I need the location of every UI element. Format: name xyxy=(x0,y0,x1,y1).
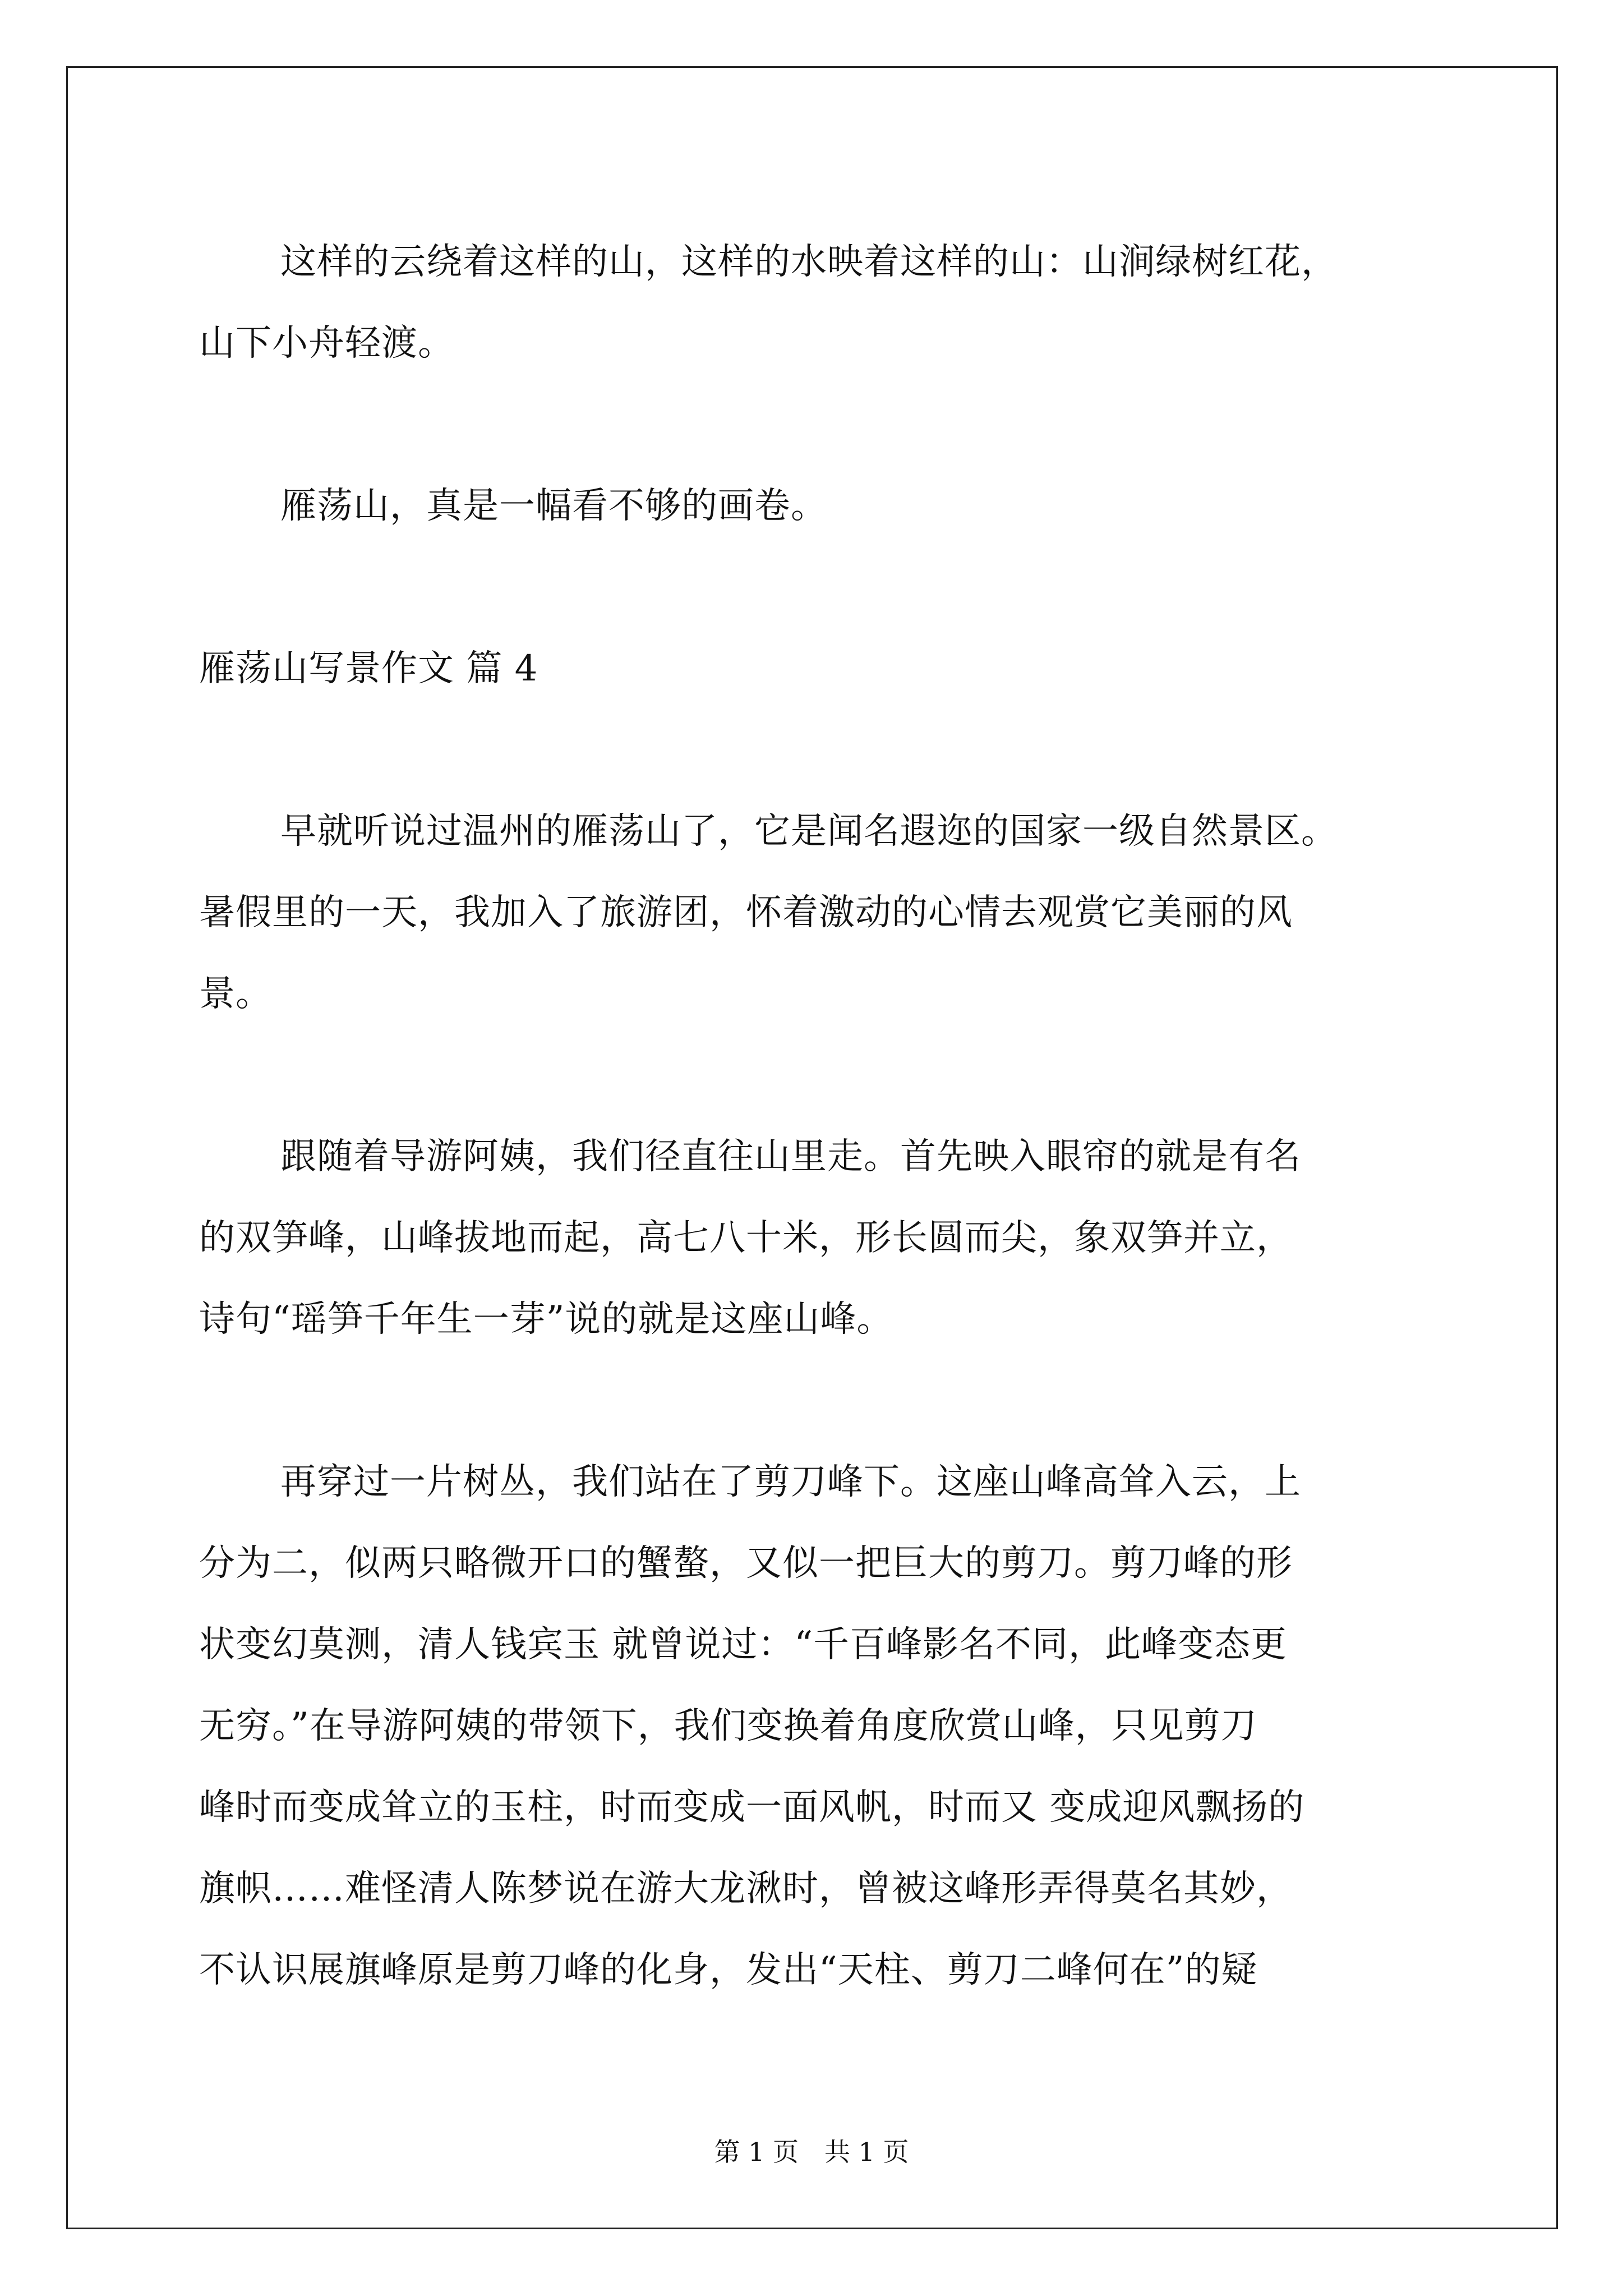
paragraph-line: 状变幻莫测，清人钱宾玉 就曾说过：“千百峰影名不同，此峰变态更 xyxy=(199,1624,1288,1665)
paragraph-line: 峰时而变成耸立的玉柱，时而变成一面风帆，时而又 变成迎风飘扬的 xyxy=(199,1787,1305,1828)
paragraph-line: 的双笋峰，山峰拔地而起，高七八十米，形长圆而尖，象双笋并立， xyxy=(199,1217,1293,1259)
paragraph-line: 跟随着导游阿姨，我们径直往山里走。首先映入眼帘的就是有名 xyxy=(280,1136,1301,1177)
paragraph-line: 山下小舟轻渡。 xyxy=(199,323,454,364)
paragraph-line: 雁荡山，真是一幅看不够的画卷。 xyxy=(280,485,827,527)
paragraph-line: 分为二，似两只略微开口的蟹螯，又似一把巨大的剪刀。剪刀峰的形 xyxy=(199,1543,1293,1584)
paragraph-line: 不认识展旗峰原是剪刀峰的化身，发出“天柱、剪刀二峰何在”的疑 xyxy=(199,1949,1258,1991)
paragraph-line: 这样的云绕着这样的山，这样的水映着这样的山：山涧绿树红花， xyxy=(280,241,1338,283)
paragraph-line: 景。 xyxy=(199,973,272,1015)
section-heading: 雁荡山写景作文 篇 4 xyxy=(199,648,538,689)
paragraph-line: 早就听说过温州的雁荡山了，它是闻名遐迩的国家一级自然景区。 xyxy=(280,811,1338,852)
page-footer xyxy=(0,2132,1623,2169)
page-number-label: 第 1 页 共 1 页 xyxy=(714,2137,909,2167)
paragraph-line: 诗句“瑶笋千年生一芽”说的就是这座山峰。 xyxy=(199,1299,893,1340)
document-body xyxy=(199,222,1433,2011)
paragraph-line: 无穷。”在导游阿姨的带领下，我们变换着角度欣赏山峰，只见剪刀 xyxy=(199,1705,1257,1747)
paragraph-line: 旗帜……难怪清人陈梦说在游大龙湫时，曾被这峰形弄得莫名其妙， xyxy=(199,1868,1293,1910)
paragraph-line: 再穿过一片树丛，我们站在了剪刀峰下。这座山峰高耸入云，上 xyxy=(280,1461,1301,1503)
paragraph-line: 暑假里的一天，我加入了旅游团，怀着激动的心情去观赏它美丽的风 xyxy=(199,892,1293,933)
